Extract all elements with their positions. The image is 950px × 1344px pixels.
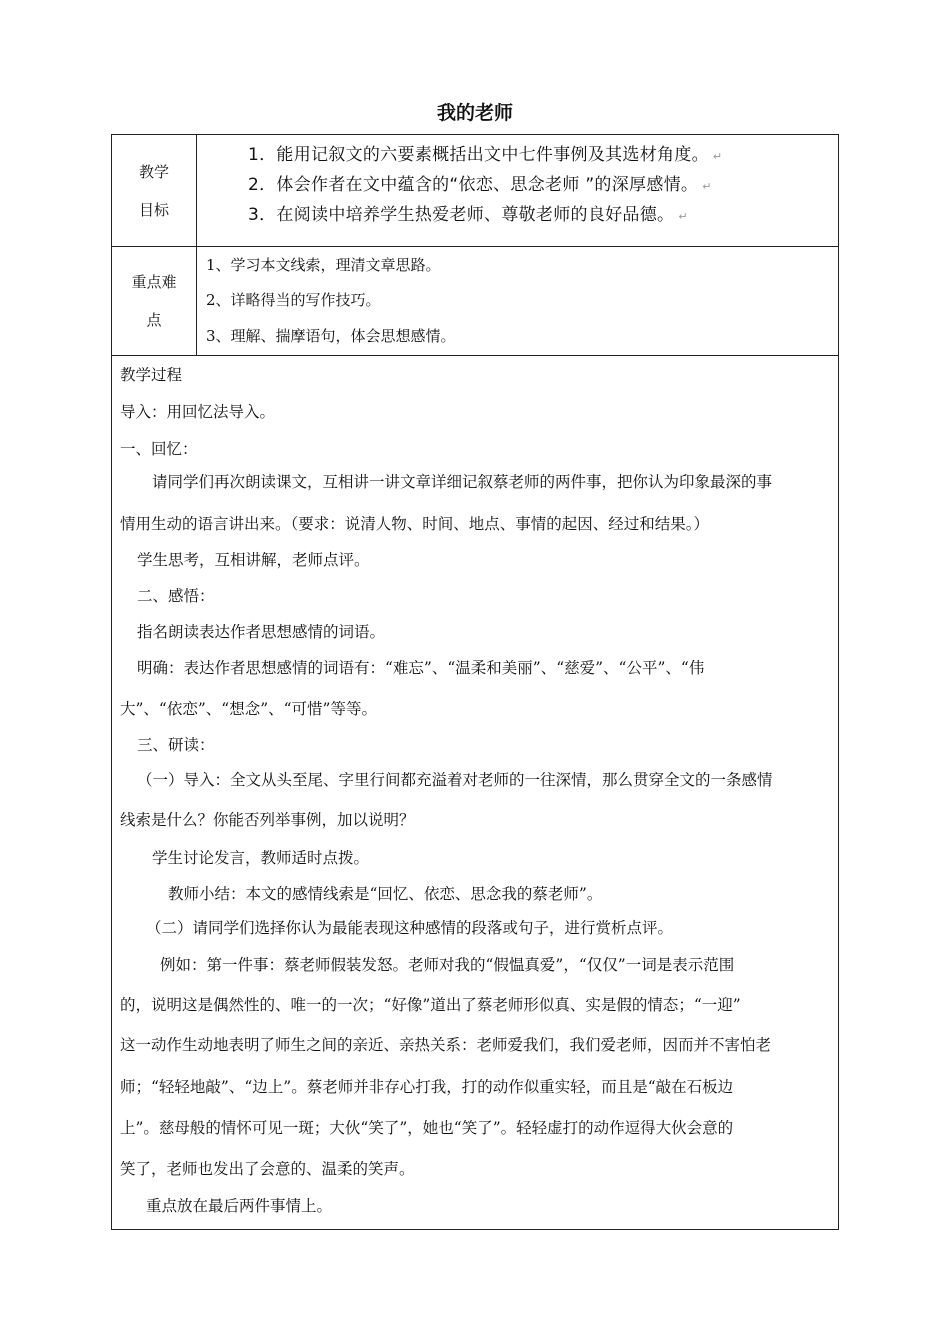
table-border-mid [196,134,197,356]
table-border-top [111,134,839,135]
process-line: 这一动作生动地表明了师生之间的亲近、亲热关系：老师爱我们，我们爱老师，因而并不害怕老 [120,1036,772,1054]
process-heading: 教学过程 [120,366,183,384]
process-line: 上”。慈母般的情怀可见一斑；大伙“笑了”，她也“笑了”。轻轻虚打的动作逗得大伙会意的 [120,1119,734,1137]
process-line: 请同学们再次朗读课文，互相讲一讲文章详细记叙蔡老师的两件事，把你认为印象最深的事 [152,473,773,491]
process-line: 一、回忆： [120,440,198,458]
page-title: 我的老师 [436,102,513,124]
process-line: 导入：用回忆法导入。 [120,403,276,421]
process-line: 教师小结：本文的感情线索是“回忆、依恋、思念我的蔡老师”。 [168,885,603,903]
process-line: 笑了，老师也发出了会意的、温柔的笑声。 [120,1160,415,1178]
process-line: 重点放在最后两件事情上。 [146,1197,333,1215]
table-border-bottom [111,1229,839,1230]
process-line: 三、研读： [137,736,215,754]
process-line: （二）请同学们选择你认为最能表现这种感情的段落或句子，进行赏析点评。 [146,919,674,937]
process-line: 学生思考，互相讲解，老师点评。 [137,551,370,569]
goals-label: 教学 目标 [138,163,169,219]
process-line: 学生讨论发言，教师适时点拨。 [152,849,370,867]
table-border-right [838,134,839,1230]
keypoint-item: 1、学习本文线索，理清文章思路。 [206,256,441,274]
process-line: 大”、“依恋”、“想念”、“可惜”等等。 [120,700,377,718]
goal-item: 2．体会作者在文中蕴含的“依恋、思念老师 ”的深厚感情。 ↵ [248,175,712,195]
keypoint-item: 3、理解、揣摩语句，体会思想感情。 [206,327,456,345]
process-line: 例如：第一件事：蔡老师假装发怒。老师对我的“假愠真爱”，“仅仅”一词是表示范围 [160,956,735,974]
process-line: 明确：表达作者思想感情的词语有：“难忘”、“温柔和美丽”、“慈爱”、“公平”、“伟 [137,659,705,677]
keypoints-label: 重点难 点 [131,273,177,329]
goal-item: 1．能用记叙文的六要素概括出文中七件事例及其选材角度。 ↵ [248,145,723,165]
process-line: 情用生动的语言讲出来。（要求：说清人物、时间、地点、事情的起因、经过和结果。） [120,515,710,533]
table-border-row2 [111,355,839,356]
process-line: 的，说明这是偶然性的、唯一的一次；“好像”道出了蔡老师形似真、实是假的情态；“一迎” [120,996,741,1014]
process-line: 指名朗读表达作者思想感情的词语。 [137,623,386,641]
table-border-row1 [111,246,839,247]
process-line: 二、感悟： [137,587,215,605]
process-line: （一）导入：全文从头至尾、字里行间都充溢着对老师的一往深情，那么贯穿全文的一条感情 [137,771,773,789]
keypoint-item: 2、详略得当的写作技巧。 [206,291,381,309]
process-line: 师；“轻轻地敲”、“边上”。蔡老师并非存心打我，打的动作似重实轻，而且是“敲在石板边 [120,1078,734,1096]
goal-item: 3．在阅读中培养学生热爱老师、尊敬老师的良好品德。 ↵ [248,205,688,225]
process-line: 线索是什么？你能否列举事例，加以说明？ [120,811,415,829]
